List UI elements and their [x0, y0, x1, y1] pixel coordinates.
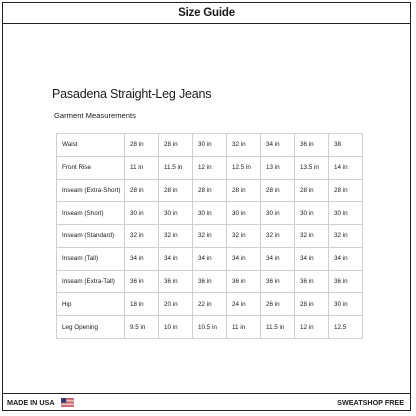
measurement-cell: 30 in	[227, 202, 261, 225]
row-label: Inseam (Short)	[57, 202, 125, 225]
measurement-cell: 38	[329, 134, 363, 157]
measurement-cell: 30 in	[159, 202, 193, 225]
measurement-cell: 13 in	[261, 156, 295, 179]
measurement-cell: 34 in	[193, 247, 227, 270]
origin-badge	[7, 398, 74, 407]
measurement-cell: 28 in	[125, 179, 159, 202]
size-guide-header	[3, 3, 410, 24]
measurement-cell: 30 in	[261, 202, 295, 225]
measurement-cell: 34 in	[261, 247, 295, 270]
measurement-cell: 36 in	[261, 270, 295, 293]
measurement-cell: 32 in	[125, 225, 159, 248]
measurement-cell: 36 in	[295, 134, 329, 157]
measurement-cell: 28 in	[125, 134, 159, 157]
measurement-cell: 30 in	[295, 202, 329, 225]
row-label: Waist	[57, 134, 125, 157]
measurement-cell: 22 in	[193, 293, 227, 316]
measurement-cell: 34 in	[227, 247, 261, 270]
measurement-cell: 36 in	[159, 270, 193, 293]
measurement-cell: 11 in	[227, 316, 261, 339]
table-row	[57, 293, 363, 316]
row-label: Front Rise	[57, 156, 125, 179]
header-title: Size Guide	[178, 7, 235, 19]
measurement-cell: 32 in	[227, 225, 261, 248]
measurement-cell: 32 in	[295, 225, 329, 248]
measurement-cell: 12 in	[193, 156, 227, 179]
measurement-cell: 34 in	[261, 134, 295, 157]
measurement-cell: 32 in	[329, 225, 363, 248]
table-row	[57, 202, 363, 225]
measurement-cell: 13.5 in	[295, 156, 329, 179]
measurement-cell: 9.5 in	[125, 316, 159, 339]
measurement-cell: 30 in	[329, 202, 363, 225]
measurements-table	[56, 133, 363, 339]
measurement-cell: 28 in	[261, 179, 295, 202]
measurement-cell: 28 in	[159, 179, 193, 202]
row-label: Inseam (Standard)	[57, 225, 125, 248]
measurement-cell: 14 in	[329, 156, 363, 179]
measurement-cell: 28 in	[193, 179, 227, 202]
table-row	[57, 134, 363, 157]
measurement-cell: 11.5 in	[261, 316, 295, 339]
row-label: Inseam (Tall)	[57, 247, 125, 270]
table-row	[57, 247, 363, 270]
row-label: Hip	[57, 293, 125, 316]
measurement-cell: 11.5 in	[159, 156, 193, 179]
measurement-cell: 36 in	[329, 270, 363, 293]
measurement-cell: 34 in	[329, 247, 363, 270]
measurement-cell: 32 in	[159, 225, 193, 248]
table-row	[57, 156, 363, 179]
row-label: Leg Opening	[57, 316, 125, 339]
measurement-cell: 12.5	[329, 316, 363, 339]
measurement-cell: 32 in	[193, 225, 227, 248]
measurement-cell: 28 in	[227, 179, 261, 202]
measurement-cell: 28 in	[295, 293, 329, 316]
measurement-cell: 34 in	[125, 247, 159, 270]
measurement-cell: 30 in	[329, 293, 363, 316]
section-label: Garment Measurements	[54, 111, 136, 120]
table-row	[57, 225, 363, 248]
measurement-cell: 36 in	[125, 270, 159, 293]
us-flag-icon	[61, 398, 74, 407]
measurement-cell: 12.5 in	[227, 156, 261, 179]
measurement-cell: 32 in	[227, 134, 261, 157]
measurement-cell: 18 in	[125, 293, 159, 316]
measurement-cell: 32 in	[261, 225, 295, 248]
size-guide-panel	[2, 2, 411, 411]
measurement-cell: 20 in	[159, 293, 193, 316]
measurement-cell: 28 in	[329, 179, 363, 202]
measurement-cell: 34 in	[159, 247, 193, 270]
measurement-cell: 36 in	[227, 270, 261, 293]
product-title: Pasadena Straight-Leg Jeans	[52, 87, 212, 101]
measurement-cell: 10.5 in	[193, 316, 227, 339]
footer	[3, 393, 410, 410]
measurement-cell: 36 in	[193, 270, 227, 293]
table-row	[57, 270, 363, 293]
measurement-cell: 30 in	[125, 202, 159, 225]
measurement-cell: 36 in	[295, 270, 329, 293]
measurement-cell: 28 in	[159, 134, 193, 157]
row-label: Inseam (Extra-Tall)	[57, 270, 125, 293]
table-row	[57, 316, 363, 339]
measurement-cell: 30 in	[193, 202, 227, 225]
measurement-cell: 10 in	[159, 316, 193, 339]
measurement-cell: 28 in	[295, 179, 329, 202]
measurement-cell: 34 in	[295, 247, 329, 270]
measurement-cell: 26 in	[261, 293, 295, 316]
row-label: Inseam (Extra-Short)	[57, 179, 125, 202]
measurement-cell: 12 in	[295, 316, 329, 339]
measurement-cell: 30 in	[193, 134, 227, 157]
measurement-cell: 11 in	[125, 156, 159, 179]
made-in-label: MADE IN USA	[7, 397, 55, 407]
table-row	[57, 179, 363, 202]
measurement-cell: 24 in	[227, 293, 261, 316]
sweatshop-free-label: SWEATSHOP FREE	[337, 397, 404, 407]
